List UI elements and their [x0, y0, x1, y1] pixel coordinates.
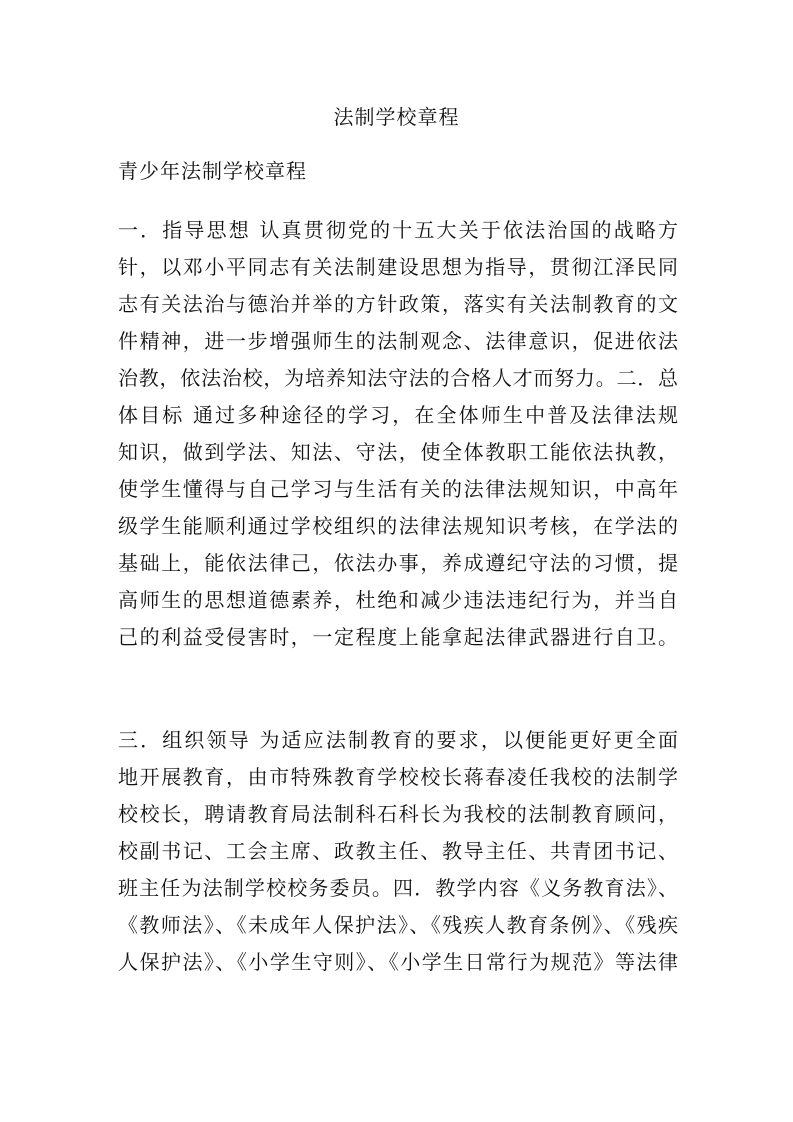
paragraph-1 — [118, 212, 678, 656]
text-line: 基础上，能依法律己，依法办事，养成遵纪守法的习惯，提 — [118, 551, 678, 575]
text-line: 志有关法治与德治并举的方针政策，落实有关法制教育的文 — [118, 292, 678, 316]
text-line: 知识，做到学法、知法、守法，使全体教职工能依法执教， — [118, 440, 678, 464]
text-line: 地开展教育，由市特殊教育学校校长蒋春凌任我校的法制学 — [118, 765, 678, 789]
paragraph-2 — [118, 722, 678, 981]
text-line: 三．组织领导 为适应法制教育的要求，以便能更好更全面 — [118, 728, 678, 752]
text-line: 一．指导思想 认真贯彻党的十五大关于依法治国的战略方 — [118, 218, 678, 242]
text-line: 《教师法》、《未成年人保护法》、《残疾人教育条例》、《残疾 — [118, 913, 678, 937]
text-line: 针，以邓小平同志有关法制建设思想为指导，贯彻江泽民同 — [118, 255, 678, 279]
text-line: 治教，依法治校，为培养知法守法的合格人才而努力。二．总 — [118, 366, 678, 390]
text-line: 人保护法》、《小学生守则》、《小学生日常行为规范》等法律 — [118, 950, 678, 974]
text-line: 件精神，进一步增强师生的法制观念、法律意识，促进依法 — [118, 329, 678, 353]
text-line: 级学生能顺利通过学校组织的法律法规知识考核，在学法的 — [118, 514, 678, 538]
document-subtitle: 青少年法制学校章程 — [118, 159, 307, 183]
text-line: 校校长，聘请教育局法制科石科长为我校的法制教育顾问， — [118, 802, 678, 826]
text-line: 校副书记、工会主席、政教主任、教导主任、共青团书记、 — [118, 839, 678, 863]
text-line: 己的利益受侵害时，一定程度上能拿起法律武器进行自卫。 — [118, 625, 678, 649]
text-line: 体目标 通过多种途径的学习，在全体师生中普及法律法规 — [118, 403, 678, 427]
text-line: 班主任为法制学校校务委员。四．教学内容《义务教育法》、 — [118, 876, 678, 900]
text-line: 高师生的思想道德素养，杜绝和减少违法违纪行为，并当自 — [118, 588, 678, 612]
document-title: 法制学校章程 — [333, 105, 460, 129]
text-line: 使学生懂得与自己学习与生活有关的法律法规知识，中高年 — [118, 477, 678, 501]
